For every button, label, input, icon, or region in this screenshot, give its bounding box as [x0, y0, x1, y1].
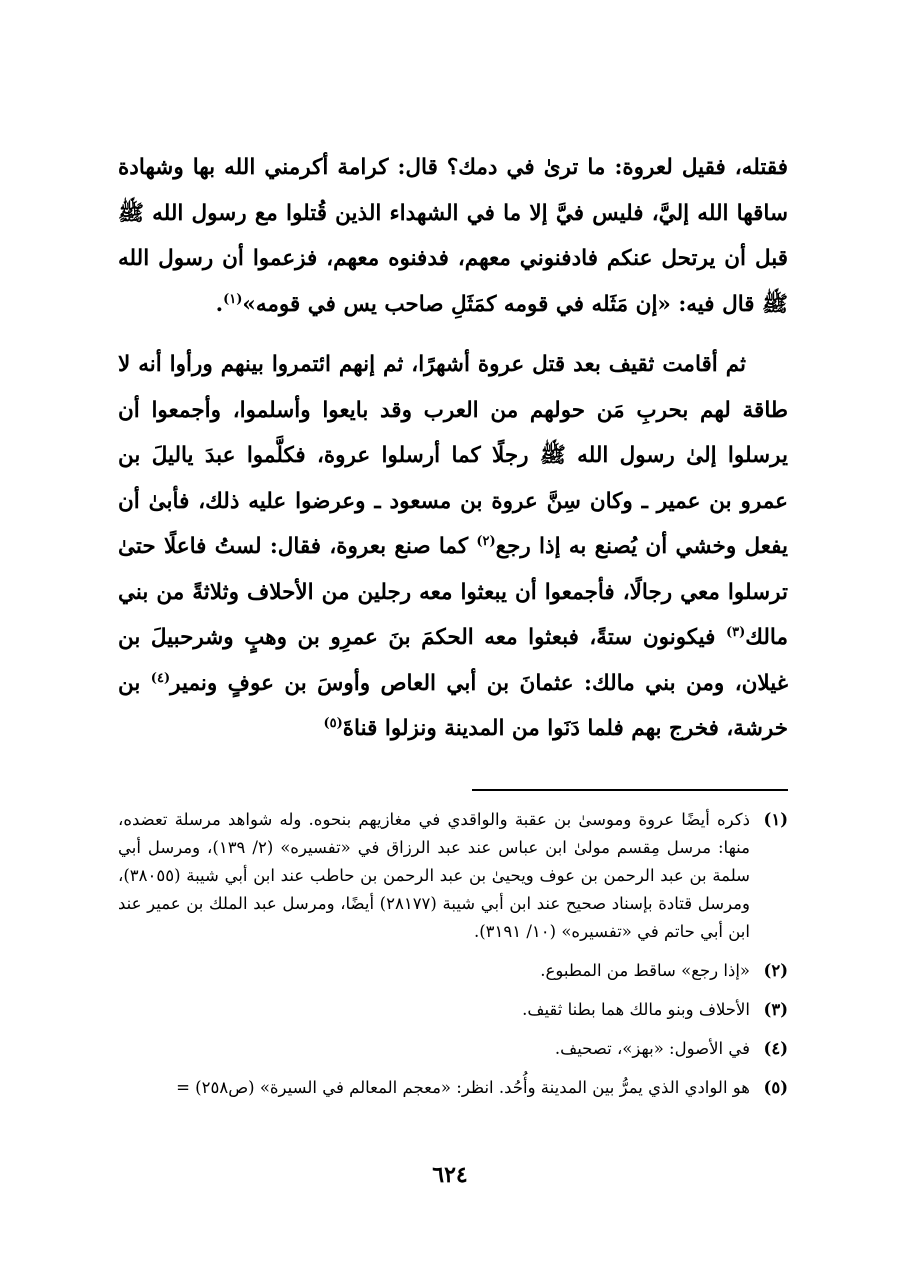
footnote-text: «إذا رجع» ساقط من المطبوع.: [540, 961, 750, 980]
paragraph-1-line-2: الله إليَّ، فليس فيَّ إلا ما في الشهداء الذين قُتلوا مع رسول الله ﷺ قبل أن: [118, 200, 788, 271]
paragraph-2-part-c: فيكونون ستةً، فبعثوا معه الحكمَ بنَ عمرِو بن وهبٍ وشرحبيلَ بن غيلان، ومن بني مالك: عثمانَ بن أبي العاص وأوسَ بن عوفٍ ونمير: [118, 625, 788, 696]
footnote-text: الأحلاف وبنو مالك هما بطنا ثقيف.: [522, 1000, 750, 1019]
paragraph-2-part-a: ثم أقامت ثقيف بعد قتل عروة أشهرًا، ثم إنهم ائتمروا بينهم ورأوا أنه لا طاقة لهم بحربِ مَن حولهم من العرب وقد بايعوا وأسلموا، وأجمعوا أن يرسلوا إلىٰ رسول الله ﷺ رجلًا كما أرسلوا عروة، فكلَّموا عبدَ ياليلَ بن عمرو بن عمير ـ وكان سِنَّ عروة بن مسعود ـ وعرضوا عليه ذلك، فأبىٰ أن يفعل وخشي أن يُصنع به إذا رجع: [118, 352, 788, 559]
paragraph-2-part-b: كما صنع بعروة، فقال: لستُ فاعلًا حتىٰ ترسلوا معي رجالًا، فأجمعوا أن يبعثوا معه رجلين من الأحلاف وثلاثةً من بني مالك: [118, 534, 788, 650]
paragraph-1: [118, 145, 788, 327]
footnote-number: (٣): [763, 1000, 788, 1019]
paragraph-2-part-d: بن خرشة، فخرج بهم فلما دَنَوا من المدينة ونزلوا قناةَ: [118, 670, 788, 741]
footnote-number: (٢): [763, 961, 788, 980]
footnote-text: هو الوادي الذي يمرُّ بين المدينة وأُحُد. انظر: «معجم المعالم في السيرة» (ص٢٥٨) =: [176, 1078, 750, 1097]
paragraph-1-line-1: فقتله، فقيل لعروة: ما ترىٰ في دمك؟ قال: كرامة أكرمني الله بها وشهادة ساقها: [118, 155, 788, 226]
footnote: [118, 996, 788, 1024]
paragraph-1-line-4: فيه: «إن مَثَله في قومه كمَثَلِ صاحب يس في قومه»: [242, 291, 715, 317]
footnote-ref-3: (٣): [725, 624, 746, 640]
paragraph-1-line-3: يرتحل عنكم فادفنوني معهم، فدفنوه معهم، فزعموا أن رسول الله ﷺ قال: [118, 246, 788, 317]
main-text: [118, 145, 788, 752]
footnote: [118, 957, 788, 985]
page-number: ٦٢٤: [432, 1162, 468, 1188]
footnote: [118, 1035, 788, 1063]
footnote-ref-5: (٥): [323, 715, 343, 731]
footnote-ref-2: (٢): [476, 533, 496, 549]
footnote-ref-4: (٤): [150, 670, 171, 686]
footnote-number: (٤): [763, 1039, 788, 1058]
footnote-ref-1: (١): [223, 291, 243, 307]
footnote-separator: [472, 789, 788, 791]
footnote: [118, 806, 788, 946]
paragraph-1-end: .: [215, 291, 224, 317]
footnote-text: في الأصول: «بهز»، تصحيف.: [554, 1039, 750, 1058]
footnote-number: (٥): [763, 1078, 788, 1097]
footnote: [118, 1074, 788, 1102]
footnotes: [118, 806, 788, 1102]
footnote-text: ذكره أيضًا عروة وموسىٰ بن عقبة والواقدي في مغازيهم بنحوه. وله شواهد مرسلة تعضده، منها: مرسل مِقسم مولىٰ ابن عباس عند عبد الرزاق في «تفسيره» (٢/ ١٣٩)، ومرسل أبي سلمة بن عبد الرحمن بن عوف ويحيىٰ بن عبد الرحمن بن حاطب عند ابن أبي شيبة (٣٨٠٥٥)، ومرسل قتادة بإسناد صحيح عند ابن أبي شيبة (٢٨١٧٧) أيضًا، ومرسل عبد الملك بن عمير عند ابن أبي حاتم في «تفسيره» (١٠/ ٣١٩١).: [118, 810, 750, 941]
footnote-number: (١): [763, 810, 788, 829]
paragraph-2: [118, 342, 788, 752]
